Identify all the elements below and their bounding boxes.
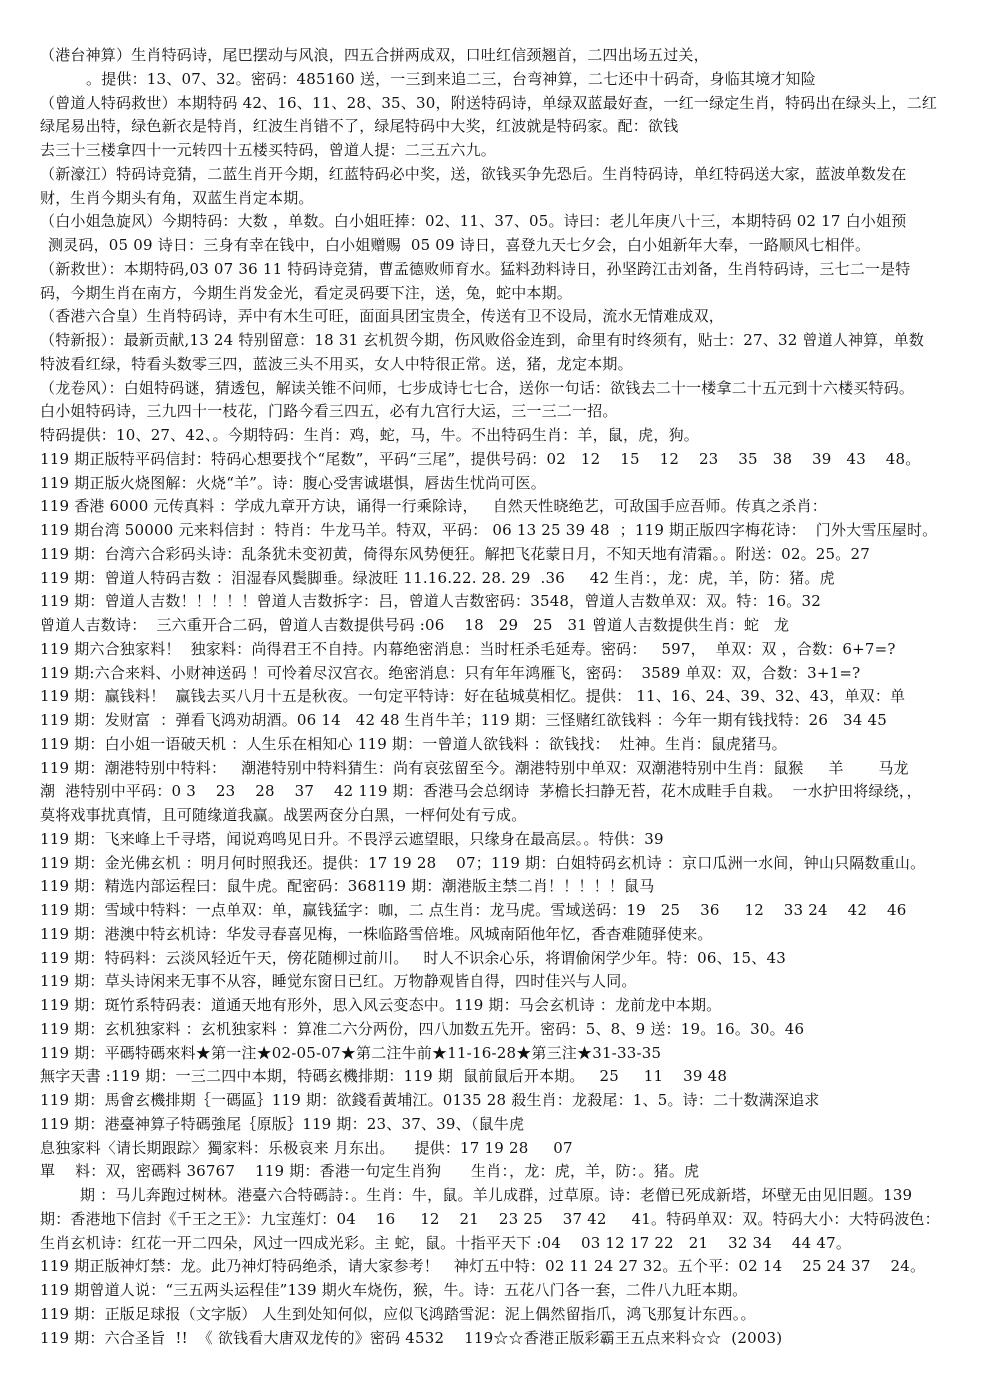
text-line: 119 期：馬會玄機排期｛一碼區｝119 期：欲錢看黃埔江。0135 28 殺生肖：龙殺尾：1、5。诗：二十数满深追求 xyxy=(40,1091,820,1109)
text-line: 119 期：曾道人吉数！！！！！曾道人吉数拆字：吕，曾道人吉数密码：3548，曾道人吉数单双：双。特：16。32 xyxy=(40,592,821,611)
text-line: 119 期：台湾六合彩码头诗：乱条犹未变初黄，倚得东风势便狂。解把飞花蒙日月，不知天地有清霜。。附送：02。25。27 xyxy=(40,544,870,563)
text-line: 119 期：正版足球报（文字版） 人生到处知何似，应似飞鸿踏雪泥：泥上偶然留指爪，鸿飞那复计东西。。 xyxy=(40,1304,756,1323)
text-line: 119 期：斑竹系特码表：道通天地有形外，思入风云变态中。119 期：马会玄机诗 ：龙前龙中本期。 xyxy=(40,996,722,1014)
text-line: 119 期：发财富 ：弹看飞鸿劝胡酒。06 14 42 48 生肖牛羊；119 期：三怪赌红欲钱料 ：今年一期有钱找特：26 34 45 xyxy=(40,711,887,729)
text-line: 119 香港 6000 元传真料 ：学成九章开方诀，诵得一行乘除诗， 自然天性晓绝艺，可敌国手应吾师。传真之杀肖： xyxy=(40,497,827,516)
text-line: 119 期六合独家料！ 独家料：尚得君王不自持。内幕绝密消息：当时枉杀毛延寿。密码： 597， 单双：双 ，合数：6+7=? xyxy=(40,639,896,658)
text-line: 119 期：潮港特别中特料： 潮港特别中特料猜生：尚有哀弦留至今。潮港特别中单双：双潮港特别中生肖：鼠猴 羊 马龙 xyxy=(40,758,909,777)
text-line: 119 期正版火烧图解：火烧“羊”。诗：腹心受害诚堪惧，唇齿生忧尚可医。 xyxy=(40,473,546,492)
text-line: 119 期：金光佛玄机 ：明月何时照我还。提供：17 19 28 07；119 期：白姐特码玄机诗 ：京口瓜洲一水间，钟山只隔数重山。 xyxy=(40,853,926,872)
text-line: （曾道人特码救世）本期特码 42、16、11、28、35、30，附送特码诗，单绿双蓝最好查，一红一绿定生肖，特码出在绿头上，二红 xyxy=(40,93,938,112)
text-line: 潮 港特别中平码：0 3 23 28 37 42 119 期：香港马会总纲诗 茅檐长扫静无苔，花木成畦手自栽。 一水护田将绿绕，， xyxy=(40,782,922,801)
text-line: 119 期：赢钱料！ 赢钱去买八月十五是秋夜。一句定平特诗：好在毡城莫相忆。提供： 11、16、24、39、32、43，单双：单 xyxy=(40,687,906,706)
text-line: 119 期正版特平码信封：特码心想要找个“尾数”，平码“三尾”，提供号码：02 12 15 12 23 35 38 39 43 48。 xyxy=(40,449,921,468)
text-line: 测灵码，05 09 诗日：三身有幸在钱中，白小姐赠赐 05 09 诗日，喜登九天七夕会，白小姐新年大奉，一路顺风七相伴。 xyxy=(48,236,871,254)
text-line: 119 期正版神灯禁：龙。此乃神灯特码绝杀，请大家参考！ 神灯五中特：02 11 24 27 32。五个平：02 14 25 24 37 24。 xyxy=(40,1257,926,1276)
text-line: （港台神算）生肖特码诗，尾巴摆动与风浪，四五合拼两成双，口吐红信颈翘首，二四出场五过关， xyxy=(40,46,709,64)
text-line: 119 期：雪域中特料：一点单双：单，赢钱猛字：咖，二 点生肖：龙马虎。雪域送码：19 25 36 12 33 24 42 46 xyxy=(40,901,907,919)
text-line: 去三十三楼拿四十一元转四十五楼买特码，曾道人提：二三五六九。 xyxy=(40,141,497,159)
text-line: 期 ：马儿奔跑过树林。港臺六合特碼詩：。生肖：牛，鼠。羊儿成群，过草原。诗：老僧已死成新塔，坏壁无由见旧题。139 xyxy=(80,1186,913,1204)
text-line: 莫将戏事扰真情，且可随缘道我赢。战罢两奁分白黑，一枰何处有亏成。 xyxy=(40,806,527,824)
text-line: 119 期：白小姐一语破天机 ：人生乐在相知心 119 期：一曾道人欲钱料 ：欲钱找： 灶神。生肖：鼠虎猪马。 xyxy=(40,734,787,753)
text-line: 息独家料〈请长期跟踪〉獨家料：乐极哀来 月东出。 提供：17 19 28 07 xyxy=(40,1138,573,1157)
text-line: 119 期：玄机独家料 ：玄机独家料 ：算准二六分两份，四八加数五先开。密码：5、8、9 送：19。16。30。46 xyxy=(40,1019,805,1038)
text-line: （新救世）：本期特码,03 07 36 11 特码诗竞猜，曹孟德败师育水。猛料劲料诗日，孙坚跨江击刘备，生肖特码诗，三七二一是特 xyxy=(40,259,911,278)
text-line: 特码提供：10、27、42、。今期特码：生肖：鸡，蛇，马，牛。不出特码生肖：羊，鼠，虎，狗。 xyxy=(40,426,699,444)
text-line: 。提供：13、07、32。密码：485160 送，一三到来追二三，台弯神算，二七还中十码奇，身临其境才知险 xyxy=(86,69,816,88)
text-line: 119 期：平碼特碼來料★第一注★02-05-07★第二注牛前★11-16-28★第三注★31-33-35 xyxy=(40,1043,662,1062)
text-line: 單 料：双，密碼料 36767 119 期：香港一句定生肖狗 生肖：，龙：虎，羊，防：。猪。虎 xyxy=(40,1162,700,1181)
text-line: 119 期：六合圣旨 !! 《 欲钱看大唐双龙传的》密码 4532 119☆☆香港正版彩霸王五点来料☆☆ (2003) xyxy=(40,1328,783,1347)
text-line: 119 期：精选内部运程曰：鼠牛虎。配密码：368119 期：潮港版主禁二肖！！！！！鼠马 xyxy=(40,877,655,896)
text-line: 無字天書 :119 期：一三二四中本期，特碼玄機排期：119 期 鼠前鼠后开本期。 25 11 39 48 xyxy=(40,1067,728,1086)
text-line: （龙卷风）：白姐特码谜，猜透包，解读关锥不问师，七步成诗七七合，送你一句话：欲钱去二十一楼拿二十五元到十六楼买特码。 xyxy=(40,378,915,397)
text-line: （香港六合皇）生肖特码诗，弄中有木生可旺，面面具团宝贵全，传送有卫不设局，流水无情难成双， xyxy=(40,307,725,326)
text-line: （白小姐急旋风）今期特码：大数 ，单数。白小姐旺捧：02、11、37、05。诗曰：老儿年庚八十三，本期特码 02 17 白小姐预 xyxy=(40,212,907,231)
text-line: 119 期：曾道人特码吉数 ：泪湿春风鬓脚垂。绿波旺 11.16.22. 28. 29 .36 42 生肖：，龙：虎，羊，防：猪。虎 xyxy=(40,568,835,587)
text-line: 生肖玄机诗：红花一开二四朵，风过一四成光彩。主 蛇，鼠。十指平天下 :04 03 12 17 22 21 32 34 44 47。 xyxy=(40,1233,852,1252)
text-line: （新濠江）特码诗竞猜，二蓝生肖开今期，红蓝特码必中奖，送，欲钱买争先恐后。生肖特码诗，单红特码送大家，蓝波单数发在 xyxy=(40,164,907,183)
text-line: （特新报）：最新贡献,13 24 特别留意：18 31 玄机贺今期，伤风败俗金连到，命里有时终须有，贴士：27、32 曾道人神算，单数 xyxy=(40,331,925,349)
text-line: 码，今期生肖在南方，今期生肖发金光，看定灵码要下注，送，兔，蛇中本期。 xyxy=(40,283,573,302)
text-line: 119 期曾道人说：“三五两头运程佳”139 期火车烧伤，猴，牛。诗：五花八门各一套，二件八九旺本期。 xyxy=(40,1281,748,1299)
text-line: 119 期台湾 50000 元来料信封 ：特肖：牛龙马羊。特双，平码： 06 13 25 39 48 ；119 期正版四字梅花诗： 门外大雪压屋时。 xyxy=(40,521,938,539)
text-line: 119 期：港澳中特玄机诗：华发寻春喜见梅，一株临路雪倍堆。风城南陌他年忆，香杳难随驿使来。 xyxy=(40,924,713,943)
text-line: 119 期：飞来峰上千寻塔，闻说鸡鸣见日升。不畏浮云遮望眼，只缘身在最高层。。特供：39 xyxy=(40,829,664,848)
text-line: 119 期：港臺神算子特碼強尾｛原版｝119 期：23、37、39、（鼠牛虎 xyxy=(40,1114,525,1133)
text-line: 绿尾易出特，绿色新衣是特肖，红波生肖错不了，绿尾特码中大奖，红波就是特码家。配：欲钱 xyxy=(40,117,679,136)
text-line: 财，生肖今期头有角，双蓝生肖定本期。 xyxy=(40,188,314,207)
text-line: 期：香港地下信封《千王之王》：九宝莲灯：04 16 12 21 23 25 37 42 41。特码单双：双。特码大小：大特码波色： xyxy=(40,1209,940,1228)
text-line: 曾道人吉数诗： 三六重开合二码，曾道人吉数提供号码 :06 18 29 25 31 曾道人吉数提供生肖：蛇 龙 xyxy=(40,616,790,634)
text-line: 119 期:六合来料、小财神送码 ！可怜着尽汉宫衣。绝密消息：只有年年鸿雁飞，密码： 3589 单双：双，合数：3+1=? xyxy=(40,663,861,682)
text-line: 白小姐特码诗，三九四十一枝花，门路今看三四五，必有九宫行大运，三一三二一招。 xyxy=(40,402,618,421)
text-line: 119 期：特码料：云淡风轻近午天，傍花随柳过前川。 时人不识余心乐，将谓偷闲学少年。特：06、15、43 xyxy=(40,948,786,967)
text-line: 119 期：草头诗闲来无事不从容，睡觉东窗日已红。万物静观皆自得，四时佳兴与人同。 xyxy=(40,972,637,991)
text-line: 特波看红绿，特看头数零三四，蓝波三头不用买，女人中特很正常。送，猪，龙定本期。 xyxy=(40,354,633,373)
